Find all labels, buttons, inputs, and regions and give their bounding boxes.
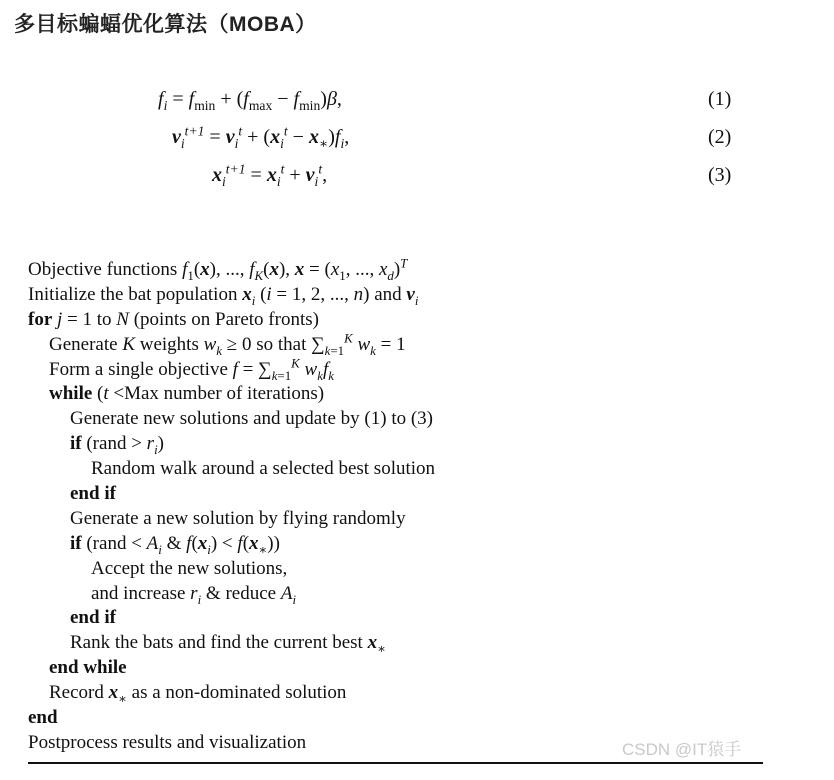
algo-line-initialize: Initialize the bat population $x_i$ (i = 1, 2, ..., n) and $v_i$ (28, 283, 419, 308)
equation-2-expression: $v_i^{t+1} = v_i^t + (x_i^t - x_∗)f_i$, (172, 123, 350, 151)
algo-line-form-objective: Form a single objective $f = \sum_{k=1}^K$ $w_kf_k$ (49, 355, 334, 383)
algo-line-end-if-2: end if (70, 607, 116, 629)
equation-3-expression: $x_i^{t+1} = x_i^t + v_i^t$, (212, 161, 328, 189)
algo-line-generate-new: Generate new solutions and update by (1) to (3) (70, 408, 434, 430)
algo-line-generate-fly: Generate a new solution by flying randomly (70, 507, 406, 529)
equation-1-expression: $f_i = f_{min} + (f_{max} - f_{min})\beta$, (158, 88, 342, 113)
algo-line-end: end (28, 707, 58, 729)
csdn-watermark: CSDN @IT猿手 (622, 740, 742, 759)
equation-3-number: (3) (708, 164, 732, 186)
algo-line-end-if-1: end if (70, 483, 116, 505)
algo-line-increase: and increase $r_i$ & reduce $A_i$ (91, 582, 297, 607)
algo-line-for: for j = 1 to N (points on Pareto fronts) (28, 308, 319, 330)
algo-line-objective: Objective functions $f_1(x)$, ..., $f_K(x)$, $x = (x_1$, ..., $x_d)^T$ (28, 255, 408, 283)
equation-3 (0, 161, 834, 194)
algo-line-end-while: end while (49, 657, 127, 679)
algo-line-while: while (t <Max number of iterations) (49, 383, 325, 405)
equation-2 (0, 123, 834, 156)
equation-1-number: (1) (708, 88, 732, 110)
algo-line-postprocess: Postprocess results and visualization (28, 731, 307, 753)
bottom-rule (28, 762, 763, 764)
algo-line-if-2: if (rand < $A_i$ & $f(x_i) < f(x_∗)$) (70, 532, 280, 557)
equation-2-number: (2) (708, 126, 732, 148)
algo-line-generate-weights: Generate K weights $w_k \ge 0$ so that $\sum_{k=1}^K$ $w_k = 1$ (49, 330, 406, 358)
algo-line-rank: Rank the bats and find the current best $x_∗$ (70, 632, 386, 657)
page-title: 多目标蝙蝠优化算法（MOBA） (14, 13, 317, 36)
algo-line-random-walk: Random walk around a selected best solution (91, 458, 436, 480)
algo-line-if-1: if (rand > $r_i$) (70, 433, 164, 458)
algo-line-accept: Accept the new solutions, (91, 557, 288, 579)
algorithm-block (28, 255, 763, 756)
equation-1 (0, 88, 834, 118)
algo-line-record: Record $x_∗$ as a non-dominated solution (49, 682, 347, 706)
